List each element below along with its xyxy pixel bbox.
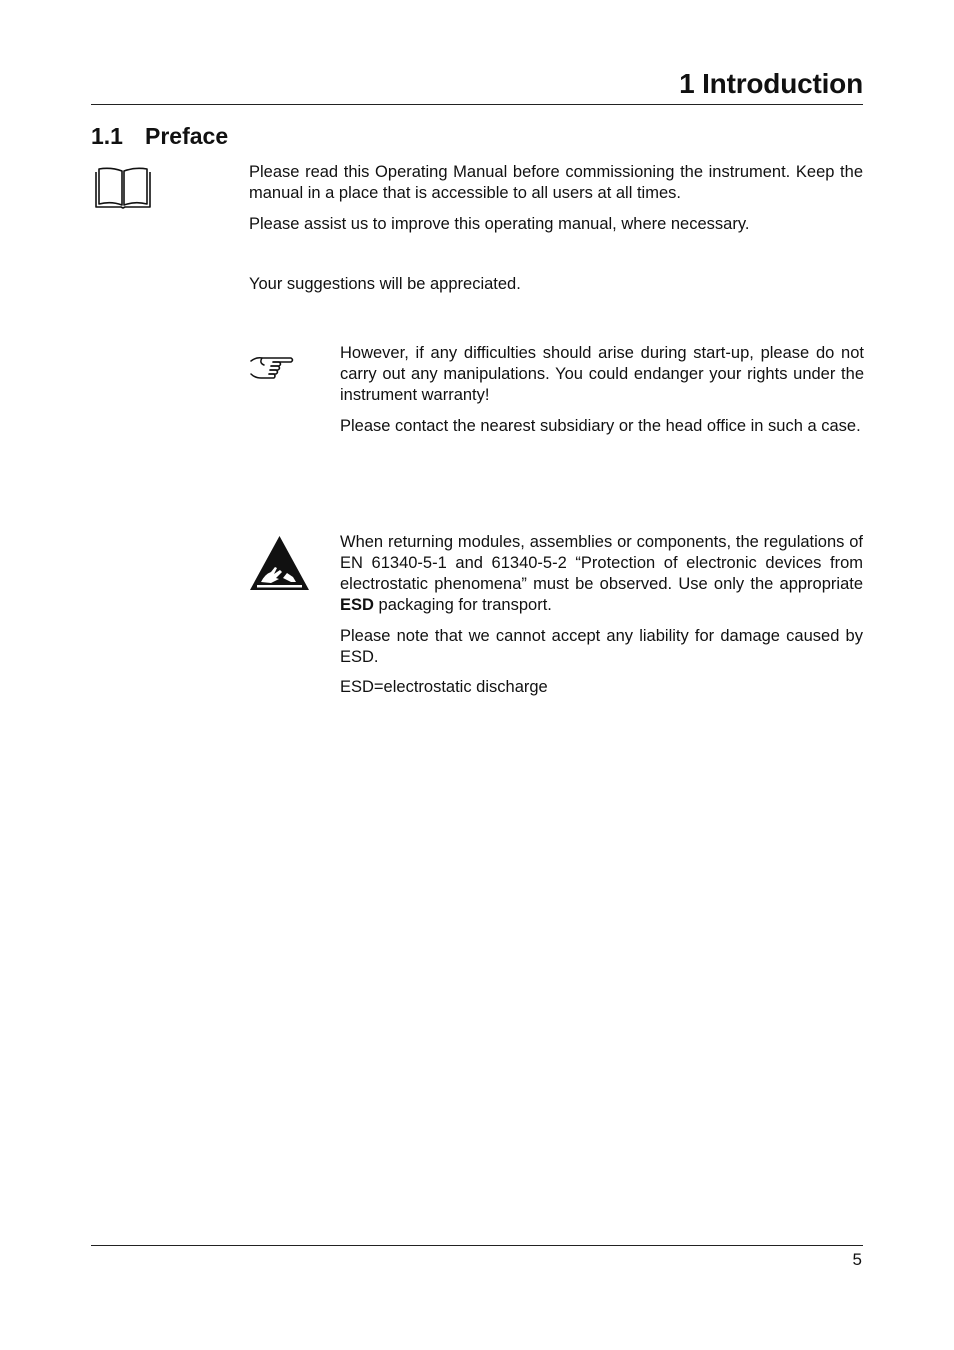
esd-text xyxy=(340,532,863,698)
esd-definition: ESD=electrostatic discharge xyxy=(340,678,548,696)
note-text xyxy=(340,343,864,437)
book-icon xyxy=(94,166,152,209)
section-heading xyxy=(91,121,228,151)
esd-bold-term: ESD xyxy=(340,596,374,614)
header-divider xyxy=(91,104,863,105)
pointing-hand-icon xyxy=(249,354,295,382)
note-paragraph-1: However, if any difficulties should arise during start-up, please do not carry out any manipulations. You could endanger your rights under the instrument warranty! xyxy=(340,344,864,404)
chapter-title: 1 Introduction xyxy=(679,68,863,99)
intro-paragraph-2: Please assist us to improve this operating manual, where necessary. xyxy=(249,215,750,233)
note-paragraph-2: Please contact the nearest subsidiary or the head office in such a case. xyxy=(340,417,861,435)
intro-paragraph-1: Please read this Operating Manual before commissioning the instrument. Keep the manual in a place that is accessible to all users at all times. xyxy=(249,163,863,202)
intro-paragraph-3: Your suggestions will be appreciated. xyxy=(249,275,521,293)
section-title: Preface xyxy=(145,123,229,149)
section-number: 1.1 xyxy=(91,123,123,149)
page-number: 5 xyxy=(852,1250,862,1269)
esd-paragraph-2: Please note that we cannot accept any liability for damage caused by ESD. xyxy=(340,627,863,666)
esd-paragraph-1: When returning modules, assemblies or components, the regulations of EN 61340-5-1 and 61340-5-2 “Protection of electronic devices from electrostatic phenomena” must be observed. Use only the appropriate ESD packaging for transport. xyxy=(340,533,863,614)
esd-warning-icon xyxy=(249,534,310,591)
intro-text xyxy=(249,162,863,295)
footer-divider xyxy=(91,1245,863,1246)
